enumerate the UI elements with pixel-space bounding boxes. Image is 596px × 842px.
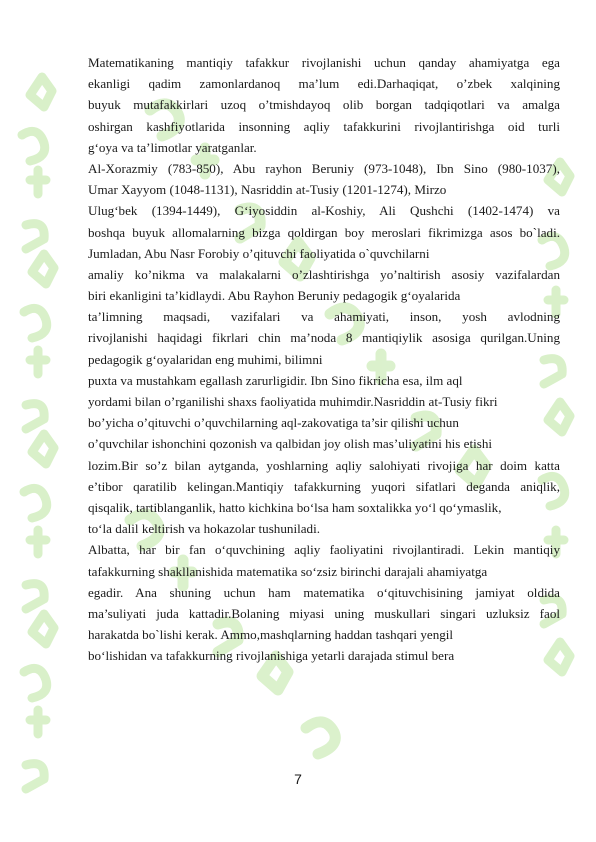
text-line-6: Al-Xorazmiy (783-850), Abu rayhon Beruniy (973-1048), Ibn Sino (980-1037), [88, 160, 560, 176]
page-number: 7 [294, 771, 302, 787]
text-line-20: lozim.Bir so’z bilan aytganda, yoshlarning aqliy salohiyati rivojiga har doim katta [88, 457, 560, 473]
text-line-13: ta’limning maqsadi, vazifalari va ahamiyati, inson, yosh avlodning [88, 309, 560, 325]
text-line-2: ekanligi qadim zamonlardanoq ma’lum edi.Darhaqiqat, o’zbek xalqining [88, 76, 560, 92]
text-line-1: Matematikaning mantiqiy tafakkur rivojlanishi uchun qanday ahamiyatga ega [88, 55, 560, 70]
text-line-18: bo’yicha o’qituvchi o’quvchilarning aql-zakovatiga ta’sir qilishi uchun [88, 415, 459, 431]
text-line-5: g‘oya va ta’limotlar yaratganlar. [88, 139, 257, 155]
text-line-24: Albatta, har bir fan o‘quvchining aqliy faoliyatini rivojlantiradi. Lekin mantiqiy [88, 542, 560, 558]
text-line-14: rivojlanishi haqidagi fikrlari chin ma’noda 8 mantiqiylik asosiga qurilgan.Uning [88, 330, 560, 346]
text-line-23: to‘la dalil keltirish va hokazolar tushuniladi. [88, 521, 320, 537]
text-line-21: e’tibor qaratilib kelingan.Mantiqiy tafakkurning yuqori sifatlari deganda aniqlik, [88, 478, 560, 494]
text-line-27: ma’suliyati juda kattadir.Bolaning miyasi uning muskullari singari uzluksiz faol [88, 605, 560, 621]
text-line-29: bo‘lishidan va tafakkurning rivojlanishiga yetarli darajada stimul bera [88, 648, 455, 664]
text-line-12: biri ekanligini ta’kidlaydi. Abu Rayhon Beruniy pedagogik g‘oyalarida [88, 288, 461, 304]
document-body [88, 52, 560, 666]
text-line-26: egadir. Ana shuning uchun ham matematika o‘qituvchisining jamiyat oldida [88, 584, 560, 600]
text-line-22: qisqalik, tartiblanganlik, hatto kichkina bo‘lsa ham soxtalikka yo‘l qo‘ymaslik, [88, 499, 502, 515]
text-line-10: Jumladan, Abu Nasr Forobiy o’qituvchi faoliyatida o`quvchilarni [88, 245, 430, 261]
text-line-17: yordami bilan o’rganilishi shaxs faoliyatida muhimdir.Nasriddin at-Tusiy fikri [88, 394, 498, 409]
text-line-8: Ulug‘bek (1394-1449), G‘iyosiddin al-Koshiy, Ali Qushchi (1402-1474) va [88, 203, 560, 219]
text-line-28: harakatda bo`lishi kerak. Ammo,mashqlarning haddan tashqari yengil [88, 627, 454, 643]
text-line-16: puxta va mustahkam egallash zarurligidir. Ibn Sino fikricha esa, ilm aql [88, 372, 463, 388]
text-line-19: o’quvchilar ishonchini qozonish va qalbidan joy olish mas’uliyatini his etishi [88, 436, 493, 452]
watermark-left-column [22, 77, 54, 789]
text-line-15: pedagogik g‘oyalaridan eng muhimi, bilimni [88, 351, 323, 367]
text-line-7: Umar Xayyom (1048-1131), Nasriddin at-Tusiy (1201-1274), Mirzo [88, 182, 447, 198]
text-line-11: amaliy ko’nikma va malakalarni o’zlashtirishga yo’naltirish asosiy vazifalardan [88, 266, 560, 282]
text-line-4: oshirgan kashfiyotlarida insonning aqliy tafakkurini rivojlantirishga oid turli [88, 118, 560, 134]
text-line-3: buyuk mutafakkirlari uzoq o’tmishdayoq olib borgan tadqiqotlari va amalga [88, 97, 560, 113]
text-line-25: tafakkurning shakllanishida matematika so‘zsiz birinchi darajali ahamiyatga [88, 563, 488, 579]
text-line-9: boshqa buyuk allomalarning bizga qoldirgan boy meroslari fikrimizga asos bo`ladi. [88, 224, 560, 240]
